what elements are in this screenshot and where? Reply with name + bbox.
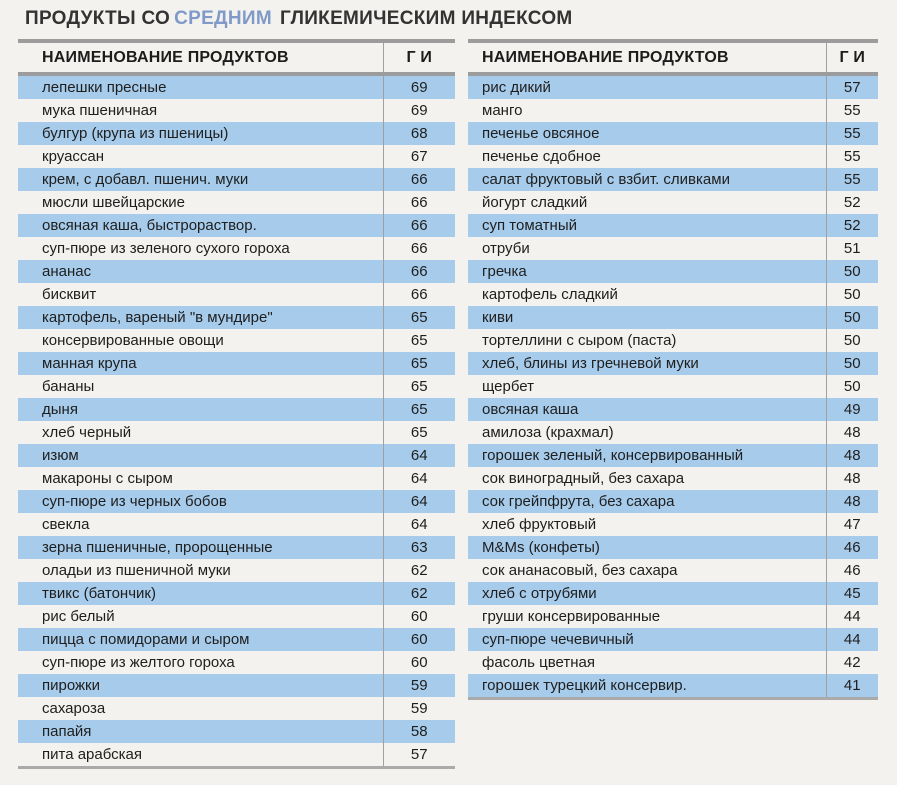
product-name: изюм <box>18 444 383 467</box>
table-row <box>468 628 878 651</box>
gi-value: 50 <box>826 260 878 283</box>
product-name: овсяная каша, быстрораствор. <box>18 214 383 237</box>
product-name: бананы <box>42 378 95 395</box>
gi-value: 59 <box>383 674 455 697</box>
gi-value: 46 <box>826 559 878 582</box>
product-name: суп-пюре из зеленого сухого гороха <box>42 240 290 257</box>
product-name: свекла <box>42 516 90 533</box>
gi-value: 42 <box>826 651 878 674</box>
title-prefix: ПРОДУКТЫ СО <box>25 8 171 29</box>
table-row <box>468 605 878 628</box>
table-row <box>18 628 455 651</box>
product-name: рис белый <box>42 608 115 625</box>
product-name: хлеб фруктовый <box>482 516 597 533</box>
column-header-gi: Г И <box>383 41 455 74</box>
product-name: овсяная каша <box>468 398 826 421</box>
gi-value: 58 <box>383 720 455 743</box>
gi-value: 41 <box>826 674 878 699</box>
table-row <box>18 168 455 191</box>
gi-value: 66 <box>383 237 455 260</box>
gi-value: 49 <box>826 398 878 421</box>
product-name: суп-пюре из желтого гороха <box>42 654 235 671</box>
product-name: суп-пюре из черных бобов <box>18 490 383 513</box>
product-name: манная крупа <box>18 352 383 375</box>
page-title <box>18 8 878 30</box>
gi-value: 65 <box>383 306 455 329</box>
gi-value: 65 <box>383 375 455 398</box>
product-name: рис дикий <box>468 74 826 99</box>
table-row <box>18 260 455 283</box>
table-row <box>18 122 455 145</box>
table-row <box>468 191 878 214</box>
product-name: щербет <box>482 378 534 395</box>
product-name: фасоль цветная <box>482 654 595 671</box>
table-row <box>18 352 455 375</box>
product-name: отруби <box>482 240 530 257</box>
column-header-gi: Г И <box>826 41 878 74</box>
table-row <box>18 375 455 398</box>
gi-value: 65 <box>383 352 455 375</box>
product-name: картофель сладкий <box>482 286 618 303</box>
gi-value: 68 <box>383 122 455 145</box>
table-row <box>18 145 455 168</box>
product-name: консервированные овощи <box>42 332 224 349</box>
table-row <box>468 375 878 398</box>
product-name: папайя <box>18 720 383 743</box>
gi-value: 45 <box>826 582 878 605</box>
table-row <box>468 421 878 444</box>
gi-value: 66 <box>383 260 455 283</box>
gi-table-right <box>468 39 878 700</box>
table-row <box>18 605 455 628</box>
gi-value: 63 <box>383 536 455 559</box>
table-header <box>468 41 878 74</box>
table-row <box>18 214 455 237</box>
product-name: булгур (крупа из пшеницы) <box>18 122 383 145</box>
table-row <box>18 444 455 467</box>
gi-value: 65 <box>383 329 455 352</box>
gi-value: 55 <box>826 99 878 122</box>
product-name: суп-пюре чечевичный <box>468 628 826 651</box>
product-name: ананас <box>18 260 383 283</box>
product-name: йогурт сладкий <box>482 194 588 211</box>
column-header-product-name: НАИМЕНОВАНИЕ ПРОДУКТОВ <box>42 48 289 66</box>
gi-value: 50 <box>826 283 878 306</box>
product-name: дыня <box>18 398 383 421</box>
gi-value: 44 <box>826 628 878 651</box>
table-row <box>468 306 878 329</box>
gi-value: 55 <box>826 122 878 145</box>
table-row <box>468 467 878 490</box>
gi-value: 59 <box>383 697 455 720</box>
gi-value: 48 <box>826 444 878 467</box>
gi-value: 57 <box>383 743 455 768</box>
product-name: салат фруктовый с взбит. сливками <box>468 168 826 191</box>
table-row <box>18 237 455 260</box>
title-suffix: ГЛИКЕМИЧЕСКИМ ИНДЕКСОМ <box>280 8 573 29</box>
product-name: манго <box>482 102 523 119</box>
table-row <box>18 99 455 122</box>
product-name: мюсли швейцарские <box>42 194 185 211</box>
table-row <box>468 352 878 375</box>
product-name: твикс (батончик) <box>18 582 383 605</box>
table-row <box>18 490 455 513</box>
gi-value: 50 <box>826 375 878 398</box>
table-row <box>18 283 455 306</box>
table-row <box>468 168 878 191</box>
table-row <box>468 513 878 536</box>
gi-value: 55 <box>826 168 878 191</box>
title-highlight: СРЕДНИМ <box>174 8 272 29</box>
table-header <box>18 41 455 74</box>
product-name: хлеб черный <box>42 424 132 441</box>
table-row <box>468 145 878 168</box>
product-name: картофель, вареный "в мундире" <box>18 306 383 329</box>
table-row <box>18 398 455 421</box>
table-row <box>18 743 455 768</box>
product-name: сахароза <box>42 700 106 717</box>
table-row <box>18 559 455 582</box>
gi-table-left <box>18 39 455 769</box>
table-row <box>18 513 455 536</box>
product-name: тортеллини с сыром (паста) <box>482 332 677 349</box>
product-name: гречка <box>468 260 826 283</box>
table-row <box>18 329 455 352</box>
table-row <box>468 651 878 674</box>
table-row <box>18 674 455 697</box>
gi-value: 69 <box>383 99 455 122</box>
header-row <box>18 41 455 74</box>
table-row <box>468 559 878 582</box>
product-name: сок виноградный, без сахара <box>482 470 685 487</box>
gi-value: 60 <box>383 628 455 651</box>
gi-value: 48 <box>826 421 878 444</box>
product-name: мука пшеничная <box>42 102 158 119</box>
product-name: пицца с помидорами и сыром <box>18 628 383 651</box>
table-row <box>468 536 878 559</box>
tables-container <box>18 39 878 769</box>
gi-value: 64 <box>383 513 455 536</box>
table-row <box>18 697 455 720</box>
gi-value: 67 <box>383 145 455 168</box>
product-name: пита арабская <box>42 746 143 763</box>
table-row <box>468 99 878 122</box>
table-row <box>468 214 878 237</box>
table-row <box>18 191 455 214</box>
table-row <box>468 674 878 699</box>
table-row <box>468 329 878 352</box>
gi-value: 65 <box>383 421 455 444</box>
table-row <box>468 237 878 260</box>
gi-value: 66 <box>383 283 455 306</box>
product-name: горошек турецкий консервир. <box>468 674 826 699</box>
table-row <box>18 467 455 490</box>
gi-value: 47 <box>826 513 878 536</box>
table-row <box>18 536 455 559</box>
gi-value: 46 <box>826 536 878 559</box>
gi-value: 52 <box>826 191 878 214</box>
gi-value: 55 <box>826 145 878 168</box>
gi-value: 64 <box>383 490 455 513</box>
table-row <box>468 122 878 145</box>
product-name: оладьи из пшеничной муки <box>42 562 231 579</box>
product-name: лепешки пресные <box>18 74 383 99</box>
column-header-product-name: НАИМЕНОВАНИЕ ПРОДУКТОВ <box>482 48 729 66</box>
product-name: сок грейпфрута, без сахара <box>468 490 826 513</box>
table-row <box>18 720 455 743</box>
table-row <box>18 651 455 674</box>
table-row <box>468 283 878 306</box>
gi-value: 64 <box>383 467 455 490</box>
product-name: бисквит <box>42 286 97 303</box>
gi-value: 50 <box>826 352 878 375</box>
table-row <box>18 582 455 605</box>
product-name: горошек зеленый, консервированный <box>468 444 826 467</box>
gi-value: 66 <box>383 214 455 237</box>
table-row <box>468 74 878 99</box>
header-row <box>468 41 878 74</box>
gi-value: 51 <box>826 237 878 260</box>
product-name: суп томатный <box>468 214 826 237</box>
gi-value: 48 <box>826 490 878 513</box>
table-row <box>468 490 878 513</box>
table-row <box>468 398 878 421</box>
product-name: сок ананасовый, без сахара <box>482 562 678 579</box>
table-row <box>18 306 455 329</box>
gi-value: 65 <box>383 398 455 421</box>
product-name: хлеб с отрубями <box>468 582 826 605</box>
product-name: зерна пшеничные, пророщенные <box>18 536 383 559</box>
gi-value: 57 <box>826 74 878 99</box>
product-name: пирожки <box>18 674 383 697</box>
table-row <box>468 260 878 283</box>
product-name: M&Ms (конфеты) <box>468 536 826 559</box>
product-name: груши консервированные <box>482 608 661 625</box>
gi-value: 60 <box>383 651 455 674</box>
table-row <box>18 421 455 444</box>
table-body <box>468 74 878 699</box>
gi-value: 52 <box>826 214 878 237</box>
gi-value: 44 <box>826 605 878 628</box>
gi-value: 66 <box>383 191 455 214</box>
product-name: хлеб, блины из гречневой муки <box>468 352 826 375</box>
table-row <box>18 74 455 99</box>
product-name: печенье овсяное <box>468 122 826 145</box>
product-name: крем, с добавл. пшенич. муки <box>18 168 383 191</box>
gi-value: 62 <box>383 582 455 605</box>
table-row <box>468 444 878 467</box>
product-name: амилоза (крахмал) <box>482 424 614 441</box>
gi-value: 62 <box>383 559 455 582</box>
product-name: круассан <box>42 148 105 165</box>
product-name: макароны с сыром <box>42 470 173 487</box>
gi-value: 48 <box>826 467 878 490</box>
gi-value: 66 <box>383 168 455 191</box>
product-name: киви <box>468 306 826 329</box>
table-body <box>18 74 455 768</box>
product-name: печенье сдобное <box>482 148 601 165</box>
gi-value: 69 <box>383 74 455 99</box>
gi-value: 64 <box>383 444 455 467</box>
gi-value: 60 <box>383 605 455 628</box>
table-row <box>468 582 878 605</box>
gi-value: 50 <box>826 329 878 352</box>
gi-value: 50 <box>826 306 878 329</box>
